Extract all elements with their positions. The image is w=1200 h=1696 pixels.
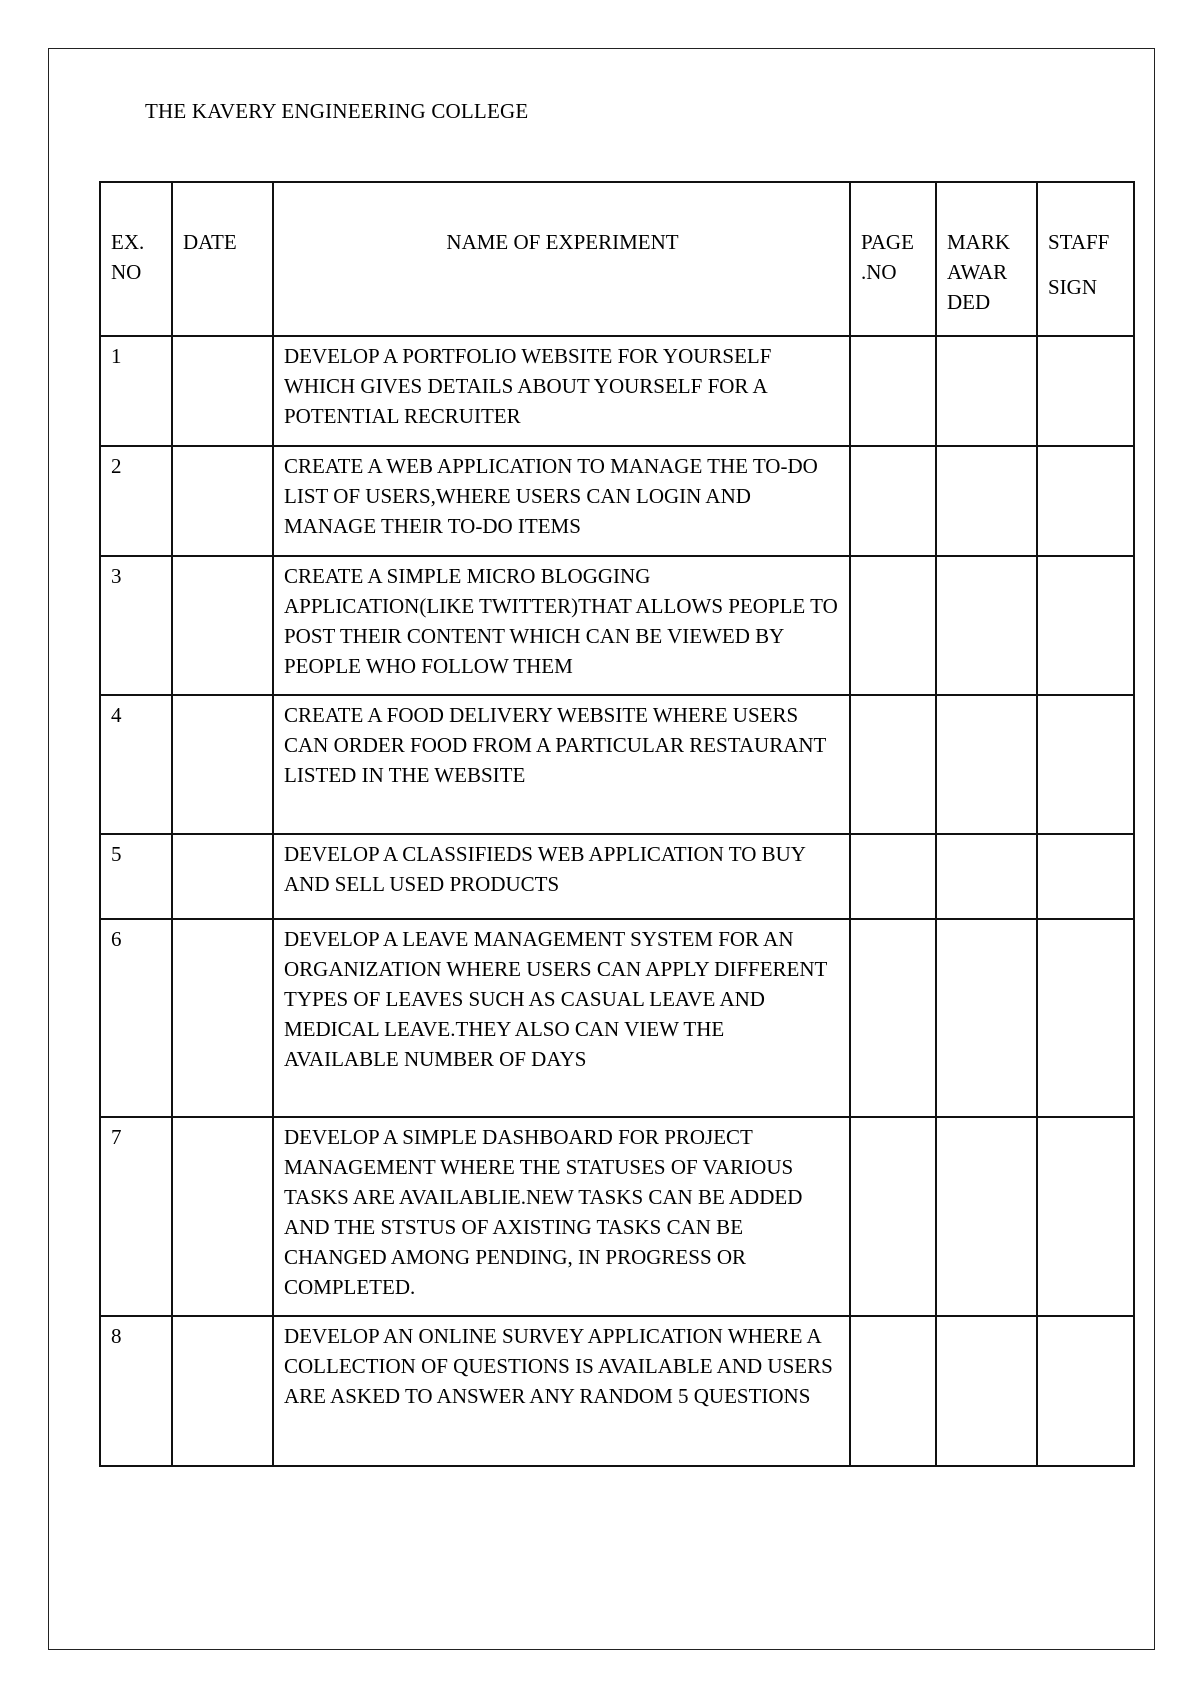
page-no-cell xyxy=(850,834,936,919)
experiment-name-cell: DEVELOP A SIMPLE DASHBOARD FOR PROJECT MANAGEMENT WHERE THE STATUSES OF VARIOUS TASKS ARE AVAILABLIE.NEW TASKS CAN BE ADDED AND THE STSTUS OF AXISTING TASKS CAN BE CHANGED AMONG PENDING, IN PROGRESS OR COMPLETED. xyxy=(273,1117,850,1316)
experiment-name-cell: DEVELOP A CLASSIFIEDS WEB APPLICATION TO BUY AND SELL USED PRODUCTS xyxy=(273,834,850,919)
date-cell xyxy=(172,834,273,919)
date-cell xyxy=(172,695,273,834)
experiment-name-cell: CREATE A WEB APPLICATION TO MANAGE THE TO-DO LIST OF USERS,WHERE USERS CAN LOGIN AND MANAGE THEIR TO-DO ITEMS xyxy=(273,446,850,556)
table-header-row xyxy=(100,182,1134,336)
page-no-cell xyxy=(850,1117,936,1316)
date-cell xyxy=(172,1316,273,1466)
date-cell xyxy=(172,1117,273,1316)
page-no-cell xyxy=(850,695,936,834)
table-row xyxy=(100,1117,1134,1316)
table-row xyxy=(100,919,1134,1117)
mark-cell xyxy=(936,446,1037,556)
ex-no-cell: 6 xyxy=(100,919,172,1117)
page-no-cell xyxy=(850,1316,936,1466)
college-title: THE KAVERY ENGINEERING COLLEGE xyxy=(145,99,529,123)
table-row xyxy=(100,336,1134,446)
staff-sign-cell xyxy=(1037,556,1134,695)
mark-cell xyxy=(936,834,1037,919)
mark-cell xyxy=(936,695,1037,834)
header-mark-awarded: MARK AWAR DED xyxy=(936,182,1037,336)
experiment-name-cell: DEVELOP AN ONLINE SURVEY APPLICATION WHERE A COLLECTION OF QUESTIONS IS AVAILABLE AND USERS ARE ASKED TO ANSWER ANY RANDOM 5 QUESTIONS xyxy=(273,1316,850,1466)
staff-sign-cell xyxy=(1037,336,1134,446)
experiment-name-cell: CREATE A FOOD DELIVERY WEBSITE WHERE USERS CAN ORDER FOOD FROM A PARTICULAR RESTAURANT LISTED IN THE WEBSITE xyxy=(273,695,850,834)
table-row xyxy=(100,446,1134,556)
table-row xyxy=(100,834,1134,919)
ex-no-cell: 3 xyxy=(100,556,172,695)
header-date: DATE xyxy=(172,182,273,336)
date-cell xyxy=(172,556,273,695)
table-row xyxy=(100,556,1134,695)
mark-cell xyxy=(936,1117,1037,1316)
date-cell xyxy=(172,919,273,1117)
ex-no-cell: 2 xyxy=(100,446,172,556)
page-no-cell xyxy=(850,556,936,695)
ex-no-cell: 5 xyxy=(100,834,172,919)
staff-sign-cell xyxy=(1037,834,1134,919)
header-page-no: PAGE .NO xyxy=(850,182,936,336)
experiment-name-cell: DEVELOP A LEAVE MANAGEMENT SYSTEM FOR AN ORGANIZATION WHERE USERS CAN APPLY DIFFERENT TYPES OF LEAVES SUCH AS CASUAL LEAVE AND MEDICAL LEAVE.THEY ALSO CAN VIEW THE AVAILABLE NUMBER OF DAYS xyxy=(273,919,850,1117)
experiment-name-cell: CREATE A SIMPLE MICRO BLOGGING APPLICATION(LIKE TWITTER)THAT ALLOWS PEOPLE TO POST THEIR CONTENT WHICH CAN BE VIEWED BY PEOPLE WHO FOLLOW THEM xyxy=(273,556,850,695)
ex-no-cell: 7 xyxy=(100,1117,172,1316)
mark-cell xyxy=(936,1316,1037,1466)
mark-cell xyxy=(936,556,1037,695)
staff-sign-cell xyxy=(1037,1316,1134,1466)
header-ex-no: EX. NO xyxy=(100,182,172,336)
staff-sign-cell xyxy=(1037,1117,1134,1316)
experiment-name-cell: DEVELOP A PORTFOLIO WEBSITE FOR YOURSELF WHICH GIVES DETAILS ABOUT YOURSELF FOR A POTENTIAL RECRUITER xyxy=(273,336,850,446)
ex-no-cell: 1 xyxy=(100,336,172,446)
ex-no-cell: 8 xyxy=(100,1316,172,1466)
staff-sign-cell xyxy=(1037,446,1134,556)
page-no-cell xyxy=(850,336,936,446)
date-cell xyxy=(172,446,273,556)
page-no-cell xyxy=(850,446,936,556)
page-no-cell xyxy=(850,919,936,1117)
staff-sign-cell xyxy=(1037,695,1134,834)
header-name-of-experiment: NAME OF EXPERIMENT xyxy=(273,182,850,336)
date-cell xyxy=(172,336,273,446)
header-staff-sign: STAFF SIGN xyxy=(1037,182,1134,336)
table-row xyxy=(100,1316,1134,1466)
experiment-index-table xyxy=(99,181,1135,1467)
table-row xyxy=(100,695,1134,834)
ex-no-cell: 4 xyxy=(100,695,172,834)
staff-sign-cell xyxy=(1037,919,1134,1117)
mark-cell xyxy=(936,919,1037,1117)
mark-cell xyxy=(936,336,1037,446)
